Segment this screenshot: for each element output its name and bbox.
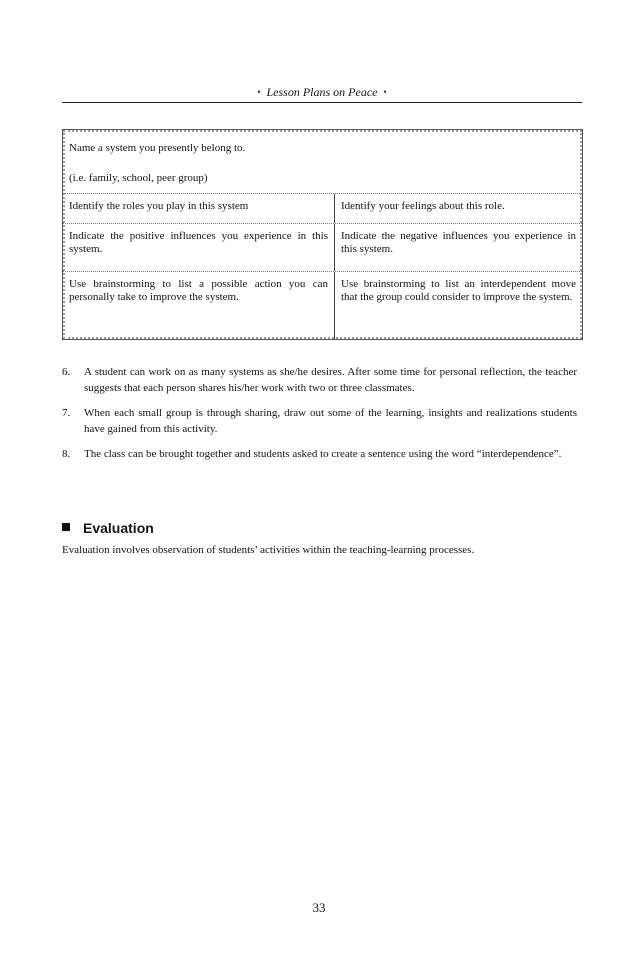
positive-influences-cell: Indicate the positive influences you experience in this system. <box>63 224 335 271</box>
step-text: A student can work on as many systems as she/he desires. After some time for personal reflection, the teacher suggests that each person shares his/her work with two or three classmates. <box>84 366 577 394</box>
evaluation-text: Evaluation involves observation of students’ activities within the teaching-learning processes. <box>62 544 475 556</box>
header-title: Lesson Plans on Peace <box>266 85 378 99</box>
feelings-cell: Identify your feelings about this role. <box>341 200 505 212</box>
evaluation-heading-text: Evaluation <box>83 520 154 536</box>
worksheet-intro <box>63 130 582 194</box>
step-item <box>62 364 577 396</box>
group-move-cell: Use brainstorming to list an interdependent move that the group could consider to improve the system. <box>341 278 576 303</box>
step-text: When each small group is through sharing, draw out some of the learning, insights and realizations students have gained from this activity. <box>84 407 577 435</box>
square-bullet-icon <box>62 523 70 531</box>
worksheet-row-roles <box>63 194 582 224</box>
running-header <box>62 84 582 100</box>
roles-cell: Identify the roles you play in this system <box>63 194 335 223</box>
step-number: 8. <box>62 448 71 460</box>
header-bullet-right: • <box>383 87 387 97</box>
step-item <box>62 446 577 462</box>
worksheet-row-brainstorming <box>63 272 582 339</box>
personal-action-cell: Use brainstorming to list a possible action you can personally take to improve the system. <box>63 272 335 339</box>
procedure-steps <box>62 364 577 471</box>
worksheet-row-influences <box>63 224 582 272</box>
step-item <box>62 405 577 437</box>
step-number: 7. <box>62 407 71 419</box>
negative-influences-cell: Indicate the negative influences you experience in this system. <box>341 230 576 255</box>
evaluation-heading <box>62 519 154 537</box>
header-bullet-left: • <box>257 87 261 97</box>
step-number: 6. <box>62 366 71 378</box>
page-number: 33 <box>312 900 326 915</box>
step-text: The class can be brought together and students asked to create a sentence using the word “interdependence”. <box>84 448 562 460</box>
worksheet-table <box>62 129 583 340</box>
worksheet-prompt: Name a system you presently belong to. <box>69 142 246 154</box>
worksheet-example: (i.e. family, school, peer group) <box>69 172 208 184</box>
header-rule <box>62 102 582 103</box>
